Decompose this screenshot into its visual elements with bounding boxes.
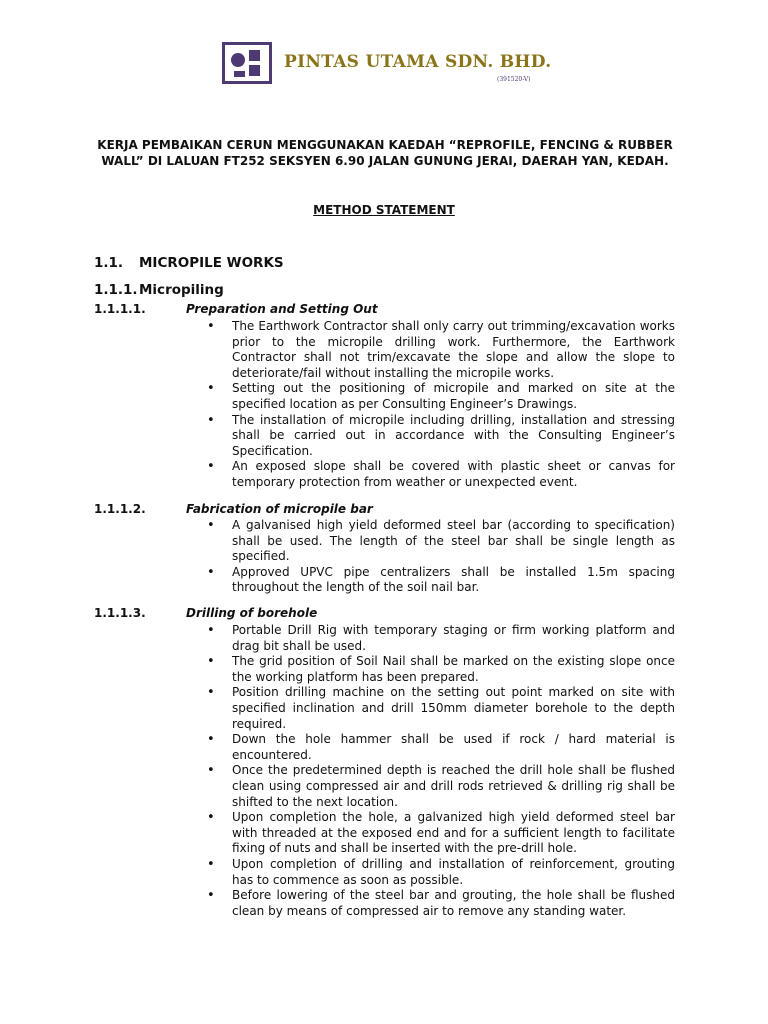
- item-number: 1.1.1.3.: [94, 606, 146, 620]
- list-item: • Before lowering of the steel bar and grouting, the hole shall be flushed clean by means of compressed air to remove any standing water.: [212, 888, 675, 919]
- method-statement-heading: METHOD STATEMENT: [313, 203, 455, 217]
- bullet-list: [212, 518, 675, 596]
- subsection-number: 1.1.1.: [94, 282, 138, 298]
- item-number: 1.1.1.2.: [94, 502, 146, 516]
- list-item: • The grid position of Soil Nail shall be marked on the existing slope once the working platform has been prepared.: [212, 654, 675, 685]
- list-item: • A galvanised high yield deformed steel bar (according to specification) shall be used. The length of the steel bar shall be single length as specified.: [212, 518, 675, 565]
- item-title: Drilling of borehole: [186, 606, 318, 620]
- item-heading: [94, 502, 373, 516]
- list-item: • Upon completion of drilling and installation of reinforcement, grouting has to commence as soon as possible.: [212, 857, 675, 888]
- list-item: • Once the predetermined depth is reached the drill hole shall be flushed clean using compressed air and drill rods retrieved & drilling rig shall be shifted to the next location.: [212, 763, 675, 810]
- item-number: 1.1.1.1.: [94, 302, 146, 316]
- company-name: PINTAS UTAMA SDN. BHD.: [284, 52, 552, 72]
- section-title: MICROPILE WORKS: [139, 255, 284, 271]
- subsection-heading: [94, 282, 224, 298]
- list-item: • Portable Drill Rig with temporary staging or firm working platform and drag bit shall be used.: [212, 623, 675, 654]
- company-logo-icon: [222, 42, 272, 84]
- item-title: Preparation and Setting Out: [186, 302, 378, 316]
- list-item: • The Earthwork Contractor shall only carry out trimming/excavation works prior to the micropile drilling work. Furthermore, the Earthwork Contractor shall not trim/excavate the slope and allow the slope to deteriorate/fail without installing the micropile works.: [212, 319, 675, 381]
- section-number: 1.1.: [94, 255, 124, 271]
- subsection-title: Micropiling: [139, 282, 224, 298]
- section-heading: [94, 255, 284, 271]
- bullet-list: [212, 319, 675, 491]
- list-item: • An exposed slope shall be covered with plastic sheet or canvas for temporary protection from weather or unexpected event.: [212, 459, 675, 490]
- list-item: • Upon completion the hole, a galvanized high yield deformed steel bar with threaded at the exposed end and for a sufficient length to facilitate fixing of nuts and shall be inserted with the pre-drill hole.: [212, 810, 675, 857]
- item-heading: [94, 302, 378, 316]
- registration-number: (391520-V): [497, 76, 531, 83]
- item-title: Fabrication of micropile bar: [186, 502, 373, 516]
- list-item: • The installation of micropile including drilling, installation and stressing shall be carried out in accordance with the Consulting Engineer’s Specification.: [212, 413, 675, 460]
- list-item: • Position drilling machine on the setting out point marked on site with specified inclination and drill 150mm diameter borehole to the depth required.: [212, 685, 675, 732]
- list-item: • Setting out the positioning of micropile and marked on site at the specified location as per Consulting Engineer’s Drawings.: [212, 381, 675, 412]
- document-title: KERJA PEMBAIKAN CERUN MENGGUNAKAN KAEDAH “REPROFILE, FENCING & RUBBER WALL” DI LALUAN FT252 SEKSYEN 6.90 JALAN GUNUNG JERAI, DAERAH YAN, KEDAH.: [97, 138, 673, 168]
- item-heading: [94, 606, 317, 620]
- list-item: • Down the hole hammer shall be used if rock / hard material is encountered.: [212, 732, 675, 763]
- bullet-list: [212, 623, 675, 919]
- list-item: • Approved UPVC pipe centralizers shall be installed 1.5m spacing throughout the length of the soil nail bar.: [212, 565, 675, 596]
